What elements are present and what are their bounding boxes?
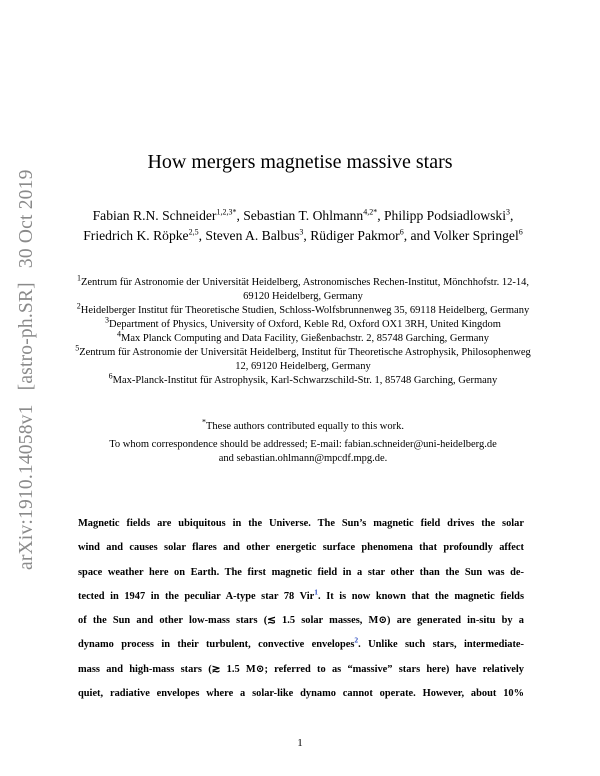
author-name: Philipp Podsiadlowski [383, 208, 506, 223]
affiliation-text: Max-Planck-Institut für Astrophysik, Karl-Schwarzschild-Str. 1, 85748 Garching, Germany [112, 375, 498, 386]
author-notes [72, 417, 534, 467]
affiliation-item [72, 371, 534, 388]
affiliation-number: 2 [76, 301, 81, 311]
abstract-paragraph [78, 512, 524, 706]
abstract-line: Magnetic fields are ubiquitous in the Universe. The Sun’s magnetic field drives the solar [78, 518, 524, 529]
author-affil-sup: 6 [399, 227, 404, 237]
affiliation-text: Heidelberger Institut für Theoretische Studien, Schloss-Wolfsbrunnenweg 35, 69118 Heidelberg, Germany [80, 305, 530, 316]
arxiv-stamp [16, 160, 38, 570]
abstract-line: quiet, radiative envelopes where a solar-like dynamo cannot operate. However, about 10% [78, 688, 524, 700]
author-affil-sup: 4,2* [363, 207, 378, 217]
abstract-line: wind and causes solar flares and other energetic surface phenomena that profoundly affect [78, 542, 524, 554]
author-affil-sup: 3 [299, 227, 304, 237]
author-affil-sup: 6 [518, 227, 523, 237]
abstract-line: space weather here on Earth. The first magnetic field in a star other than the Sun was de- [78, 566, 524, 578]
affiliation-number: 3 [105, 315, 110, 325]
affiliation-item [72, 273, 534, 304]
affiliation-number: 1 [76, 273, 81, 283]
affiliation-text: Zentrum für Astronomie der Universität Heidelberg, Institut für Theoretische Astrophysik, Philosophenweg 12, 69120 Heidelberg, Germany [79, 347, 531, 372]
affiliation-text: Max Planck Computing and Data Facility, Gießenbachstr. 2, 85748 Garching, Germany [121, 333, 489, 344]
author-name: Friedrich K. Röpke [83, 228, 189, 243]
affiliation-text: Department of Physics, University of Oxford, Keble Rd, Oxford OX1 3RH, United Kingdom [109, 319, 501, 330]
author-affil-sup: 1,2,3* [216, 207, 237, 217]
author-name: Fabian R.N. Schneider [92, 208, 217, 223]
correspondence-note: To whom correspondence should be addressed; E-mail: fabian.schneider@uni-heidelberg.de [109, 438, 497, 450]
affiliation-number: 6 [108, 371, 113, 381]
paper-title: How mergers magnetise massive stars [147, 151, 453, 173]
star-symbol: * [202, 417, 206, 427]
affiliation-list [72, 273, 534, 388]
reference-link[interactable]: 1 [314, 587, 319, 597]
author-name: and Volker Springel [410, 228, 519, 243]
abstract-line: dynamo process in their turbulent, convective envelopes$^2$. Unlike such stars, intermediate- [78, 636, 524, 651]
author-affil-sup: 3 [505, 207, 510, 217]
affiliation-item [72, 329, 534, 346]
abstract-line: tected in 1947 in the peculiar A-type star 78 Vir$^1$. It is now known that the magnetic fields [78, 587, 524, 602]
affiliation-item [72, 315, 534, 332]
arxiv-category: [astro-ph.SR] [16, 282, 37, 391]
affiliation-item [72, 301, 534, 318]
abstract-line: of the Sun and other low-mass stars (≲ 1.5 solar masses, M⊙) are generated in-situ by a [78, 615, 524, 627]
correspondence-note-2: and sebastian.ohlmann@mpcdf.mpg.de. [218, 453, 388, 464]
affiliation-number: 5 [75, 343, 80, 353]
author-name: Steven A. Balbus [205, 228, 300, 243]
abstract-line: mass and high-mass stars (≳ 1.5 M⊙; referred to as “massive” stars here) have relatively [78, 663, 524, 675]
affiliation-text: Zentrum für Astronomie der Universität Heidelberg, Astronomisches Rechen-Institut, Mönchhofstr. 12-14, 69120 Heidelberg, Germany [80, 277, 529, 302]
arxiv-date: 30 Oct 2019 [16, 169, 37, 269]
author-affil-sup: 2,5 [188, 227, 199, 237]
author-list: Fabian R.N. Schneider$^{1,2,3*}$, Sebastian T. Ohlmann$^{4,2*}$, Philipp Podsiadlowski$^3$, Friedrich K. Röpke$^{2,5}$, Steven A. Balbus$^3$, Rüdiger Pakmor$^6$, and Volker Springel$^6$ [83, 207, 523, 243]
equal-contribution-note: *These authors contributed equally to this work. [202, 417, 404, 432]
author-name: Sebastian T. Ohlmann [243, 208, 364, 223]
affiliation-number: 4 [117, 329, 122, 339]
affiliation-item [72, 343, 534, 374]
page-number: 1 [297, 737, 303, 749]
reference-link[interactable]: 2 [354, 636, 359, 646]
arxiv-id: arXiv:1910.14058v1 [16, 404, 37, 570]
author-name: Rüdiger Pakmor [310, 228, 400, 243]
